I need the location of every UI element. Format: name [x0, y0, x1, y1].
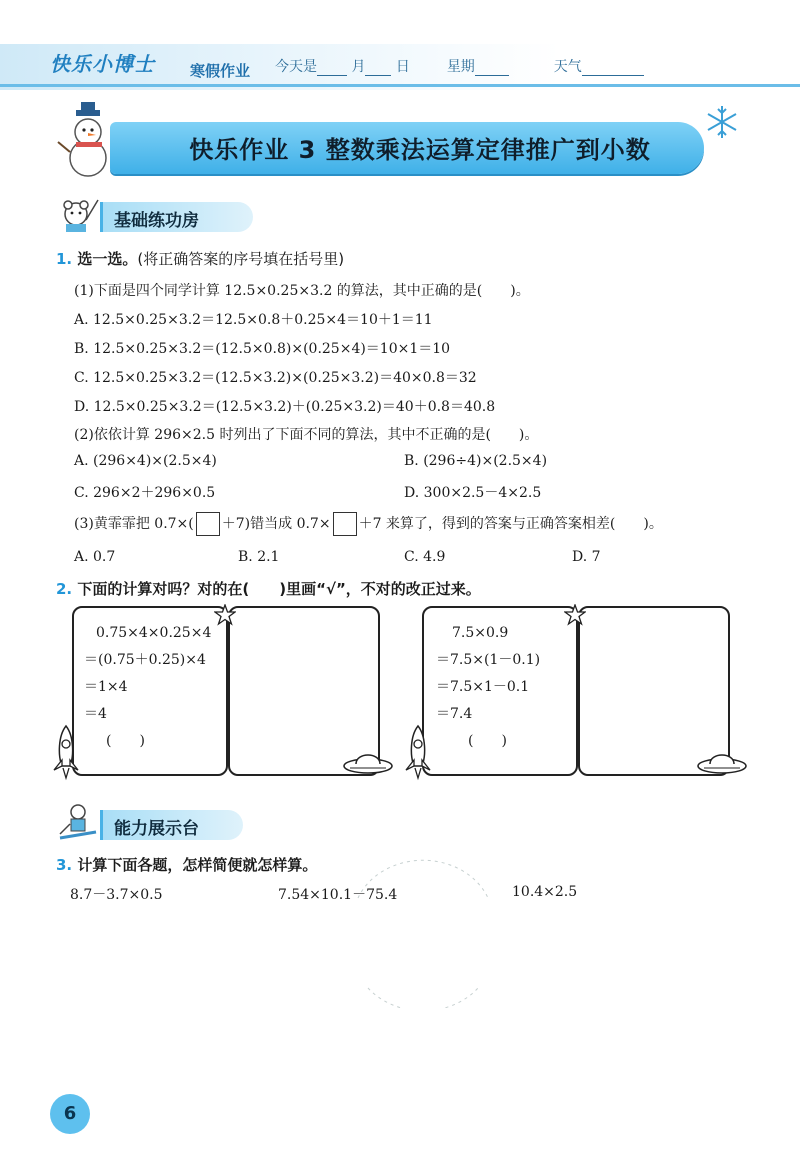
q1-option-c: C. 12.5×0.25×3.2＝(12.5×3.2)×(0.25×3.2)＝40×0.8＝32	[74, 370, 477, 386]
q1-p3-option-a: A. 0.7	[74, 549, 116, 565]
today-label: 今天是	[275, 59, 317, 75]
q1-p2-option-c: C. 296×2＋296×0.5	[74, 485, 216, 501]
work-line: ＝7.5×(1－0.1)	[436, 652, 541, 668]
work-line: ＝7.4	[436, 706, 473, 722]
q1-part3-text	[74, 512, 663, 536]
star-icon	[564, 604, 586, 626]
blank-box[interactable]	[196, 512, 220, 536]
q1-p3-pre: (3)黄霏霏把 0.7×(	[74, 516, 194, 532]
q2-number: 2.	[56, 580, 73, 598]
q1-p3-mid: ＋7)错当成 0.7×	[221, 516, 331, 532]
weekday-label: 星期	[446, 59, 475, 75]
q1-p3-option-d: D. 7	[572, 549, 601, 565]
section-basic-title: 基础练功房	[114, 211, 199, 231]
q2-heading	[56, 578, 481, 599]
rocket-icon	[46, 722, 86, 782]
q2-right-work	[436, 620, 541, 755]
rocket-icon	[398, 722, 438, 782]
q1-p3-post: ＋7 来算了，得到的答案与正确答案相差( )。	[358, 516, 663, 532]
q1-part2-text: (2)依依计算 296×2.5 时列出了下面不同的算法，其中不正确的是( )。	[74, 427, 539, 443]
work-line: 7.5×0.9	[452, 625, 509, 641]
q1-part1-text: (1)下面是四个同学计算 12.5×0.25×3.2 的算法，其中正确的是( )。	[74, 283, 530, 299]
judgement-parens[interactable]: ( )	[468, 733, 507, 749]
page-number: 6	[50, 1094, 90, 1134]
work-line: ＝(0.75＋0.25)×4	[84, 652, 206, 668]
q3-item-2: 7.54×10.1－75.4	[278, 887, 398, 903]
work-line: ＝1×4	[84, 679, 128, 695]
snowflake-icon	[704, 104, 740, 140]
q3-title: 计算下面各题，怎样简便就怎样算。	[77, 856, 318, 874]
header-divider	[0, 84, 800, 87]
page-title: 快乐作业 3 整数乘法运算定律推广到小数	[189, 136, 651, 164]
q3-heading	[56, 854, 317, 875]
fishing-bear-icon	[56, 192, 100, 236]
q1-p2-option-a: A. (296×4)×(2.5×4)	[74, 453, 217, 469]
q1-option-d: D. 12.5×0.25×3.2＝(12.5×3.2)＋(0.25×3.2)＝40＋0.8＝40.8	[74, 399, 496, 415]
snowman-icon	[56, 100, 126, 180]
section-ability-title: 能力展示台	[114, 819, 199, 839]
q1-option-b: B. 12.5×0.25×3.2＝(12.5×0.8)×(0.25×4)＝10×1＝10	[74, 341, 451, 357]
q1-p2-option-d: D. 300×2.5－4×2.5	[404, 485, 542, 501]
q1-number: 1.	[56, 250, 73, 268]
month-label: 月	[351, 59, 366, 75]
q3-item-3: 10.4×2.5	[512, 884, 578, 900]
weather-label: 天气	[553, 59, 582, 75]
skier-icon	[56, 800, 100, 844]
star-icon	[214, 604, 236, 626]
work-line: 0.75×4×0.25×4	[96, 625, 212, 641]
ufo-icon	[694, 746, 750, 778]
brand-logo: 快乐小博士	[50, 52, 155, 76]
q1-p3-option-b: B. 2.1	[238, 549, 280, 565]
q1-option-a: A. 12.5×0.25×3.2＝12.5×0.8＋0.25×4＝10＋1＝11	[74, 312, 433, 328]
q1-heading	[56, 248, 344, 269]
q1-title: 选一选。	[77, 250, 138, 268]
q1-p2-option-b: B. (296÷4)×(2.5×4)	[404, 453, 548, 469]
day-label: 日	[395, 59, 410, 75]
watermark-stamp	[338, 858, 508, 1008]
date-line	[275, 56, 644, 76]
q2-left-work	[84, 620, 212, 755]
ufo-icon	[340, 746, 396, 778]
q2-title: 下面的计算对吗？对的在( )里画“√”，不对的改正过来。	[77, 580, 481, 598]
brand-subtitle: 寒假作业	[190, 62, 251, 80]
work-line: ＝7.5×1－0.1	[436, 679, 530, 695]
q3-item-1: 8.7－3.7×0.5	[70, 887, 163, 903]
work-line: ＝4	[84, 706, 107, 722]
q1-note: (将正确答案的序号填在括号里)	[137, 250, 345, 268]
judgement-parens[interactable]: ( )	[106, 733, 145, 749]
q3-number: 3.	[56, 856, 73, 874]
q1-p3-option-c: C. 4.9	[404, 549, 446, 565]
blank-box[interactable]	[333, 512, 357, 536]
